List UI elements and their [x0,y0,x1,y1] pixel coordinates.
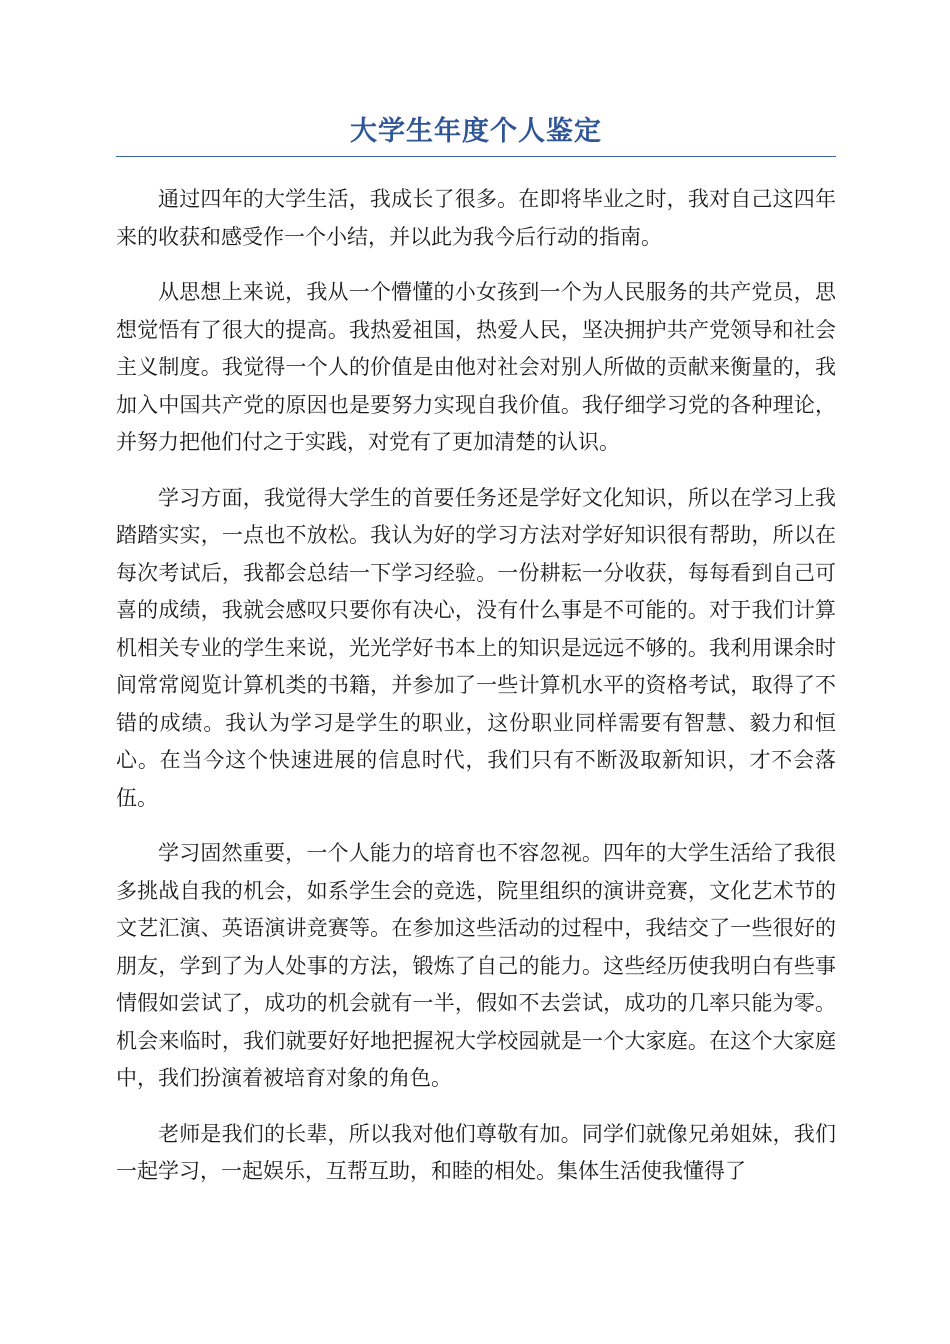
document-title: 大学生年度个人鉴定 [116,112,836,157]
paragraph: 学习方面，我觉得大学生的首要任务还是学好文化知识，所以在学习上我踏踏实实，一点也不放松。我认为好的学习方法对学好知识很有帮助，所以在每次考试后，我都会总结一下学习经验。一份耕耘一分收获，每每看到自己可喜的成绩，我就会感叹只要你有决心，没有什么事是不可能的。对于我们计算机相关专业的学生来说，光光学好书本上的知识是远远不够的。我利用课余时间常常阅览计算机类的书籍，并参加了一些计算机水平的资格考试，取得了不错的成绩。我认为学习是学生的职业，这份职业同样需要有智慧、毅力和恒心。在当今这个快速进展的信息时代，我们只有不断汲取新知识，才不会落伍。 [116,485,836,810]
document-page [116,112,836,1209]
paragraph: 学习固然重要，一个人能力的培育也不容忽视。四年的大学生活给了我很多挑战自我的机会，如系学生会的竞选，院里组织的演讲竞赛，文化艺术节的文艺汇演、英语演讲竞赛等。在参加这些活动的过程中，我结交了一些很好的朋友，学到了为人处事的方法，锻炼了自己的能力。这些经历使我明白有些事情假如尝试了，成功的机会就有一半，假如不去尝试，成功的几率只能为零。机会来临时，我们就要好好地把握祝大学校园就是一个大家庭。在这个大家庭中，我们扮演着被培育对象的角色。 [116,841,836,1090]
paragraph: 通过四年的大学生活，我成长了很多。在即将毕业之时，我对自己这四年来的收获和感受作一个小结，并以此为我今后行动的指南。 [116,187,836,249]
document-body [116,181,836,1191]
paragraph: 老师是我们的长辈，所以我对他们尊敬有加。同学们就像兄弟姐妹，我们一起学习，一起娱乐，互帮互助，和睦的相处。集体生活使我懂得了 [116,1121,836,1183]
paragraph: 从思想上来说，我从一个懵懂的小女孩到一个为人民服务的共产党员，思想觉悟有了很大的提高。我热爱祖国，热爱人民，坚决拥护共产党领导和社会主义制度。我觉得一个人的价值是由他对社会对别人所做的贡献来衡量的，我加入中国共产党的原因也是要努力实现自我价值。我仔细学习党的各种理论，并努力把他们付之于实践，对党有了更加清楚的认识。 [116,280,836,454]
